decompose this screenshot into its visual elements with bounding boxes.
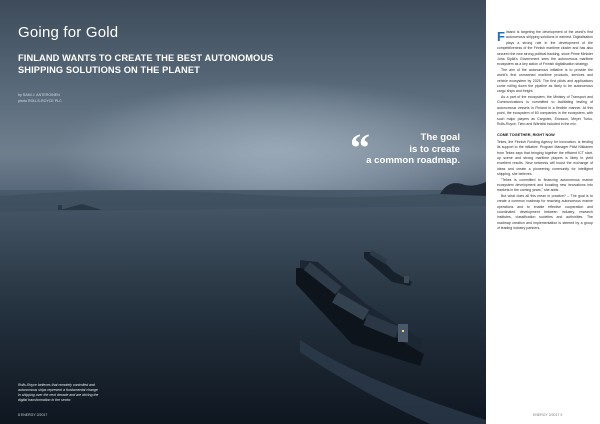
photo-credit: photo ROLLS-ROYCE PLC [18,99,62,103]
body-paragraph-5: "Tekes is committed to financing autonomous marine ecosystem development and boosting new innovations into markets in the coming years," she adds. [497,177,593,193]
section-subhead: COME TOGETHER, RIGHT NOW [497,133,555,138]
body-paragraph-6: But what does all this mean in practice? – The goal is to create a common roadmap for reaching autonomous marine operations and to enable effective cooperation and coordinated development between industry, research institutes, classification societies and authorities. The roadmap creation and implementation is steered by a group of leading industry partners. [497,193,593,231]
body-paragraph-2: The aim of the autonomous initiative is to provide the world's first unmanned maritime products, services and vehicle ecosystem by 2025. The first pilots and applications come rolling down the pipeline as likely to be autonomous cargo ships and freight. [497,67,593,94]
article-body [497,30,593,232]
drop-cap: F [497,29,505,44]
body-paragraph-3: As a part of the ecosystem, the Ministry of Transport and Communications is committed to facilitating testing of autonomous vessels in Finland in a flexible manner. At this point, the ecosystem of 60 companies in the ecosystem, with such major players as Cargotec, Ericsson, Meyer Turku, Rolls-Royce, Tieto and Wärtsilä included in the mix. [497,94,593,126]
quote-mark-icon: “ [350,125,370,170]
pull-quote-line-3: a common roadmap. [366,155,460,166]
pull-quote [342,125,462,170]
photo-caption: Rolls-Royce believes that remotely controlled and autonomous ships represent a fundamental change in shipping over the next decade and are driving the digital transformation in the sector. [18,383,99,402]
body-paragraph-1: Finland is targeting the development of the world's first autonomous shipping solutions in earnest. Digitalisation plays a strong role in the development of the competitiveness of the Finnish maritime cluster and has also secured the new strong political backing, since Prime Minister Juha Sipilä's Government sees the autonomous maritime ecosystem as a key action of Finnish digitalisation strategy. [497,29,593,67]
folio-left: 8 ENERGY 2/2017 [18,413,48,417]
text-page [486,0,600,424]
byline: by SAMI J. ANTEROINEN [18,93,60,97]
pull-quote-line-2: is to create [409,143,460,155]
pull-quote-line-1: The goal [420,132,460,143]
folio-right: ENERGY 2/2017 9 [533,413,563,417]
body-paragraph-4: Tekes, the Finnish Funding Agency for Innovation, is lending its support to the initiative. Program Manager Päivi Nikkanen from Tekes says that bringing together the efficient ICT start-up scene and strong maritime players is likely to yield excellent results. New networks will boost the exchange of ideas and create a pioneering community for intelligent shipping, she believes. [497,139,593,177]
credits [18,92,62,104]
article-subtitle: FINLAND WANTS TO CREATE THE BEST AUTONOMOUS SHIPPING SOLUTIONS ON THE PLANET [18,53,274,75]
article-title: Going for Gold [18,24,119,41]
